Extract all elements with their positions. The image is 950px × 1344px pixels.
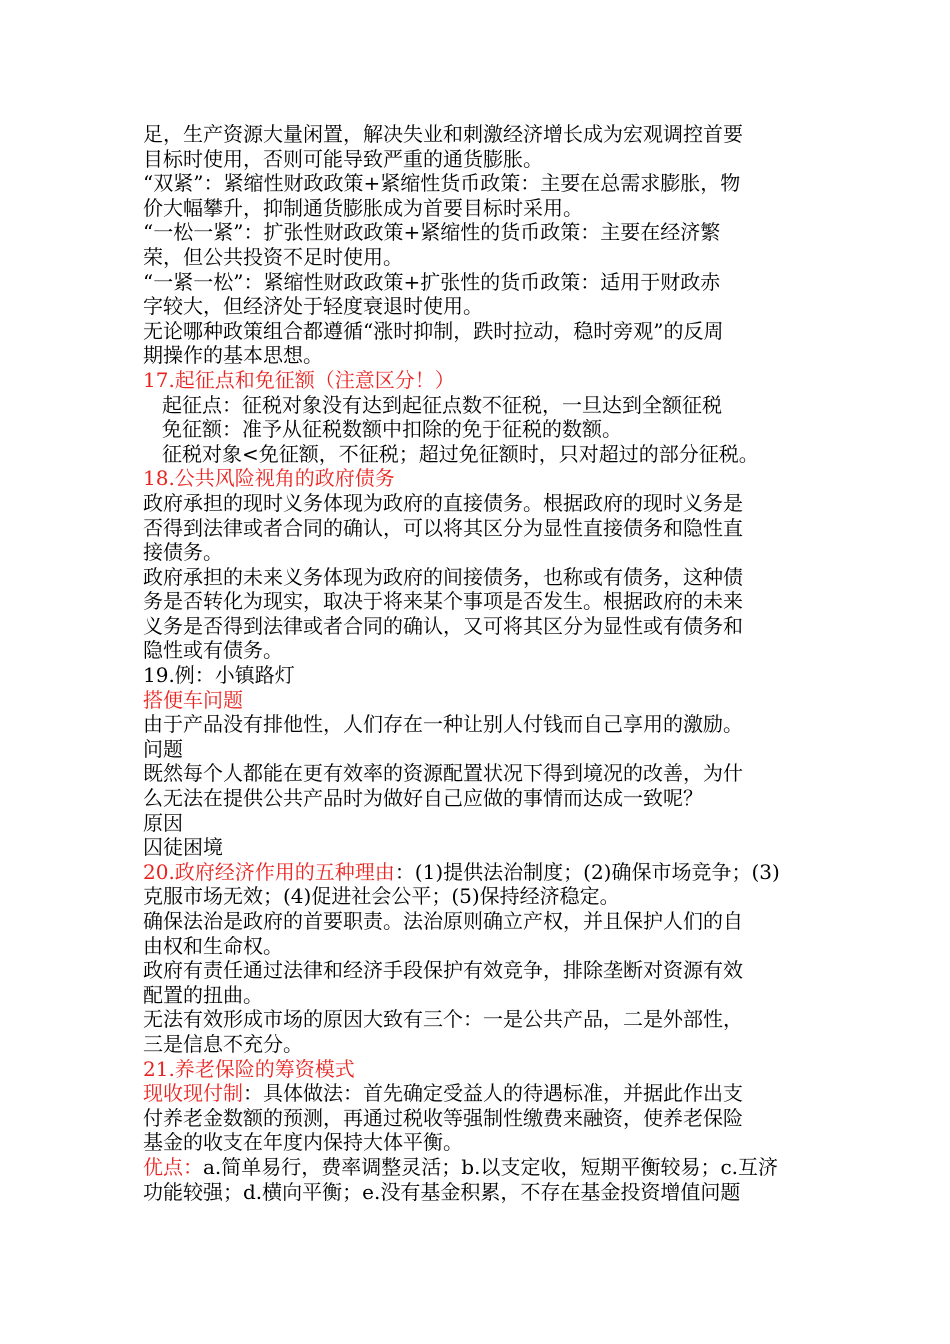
text-line: 确保法治是政府的首要职责。法治原则确立产权，并且保护人们的自 <box>143 909 743 933</box>
text-line: 既然每个人都能在更有效率的资源配置状况下得到境况的改善，为什 <box>143 761 743 786</box>
text-line: 免征额：准予从征税数额中扣除的免于征税的数额。 <box>162 417 622 442</box>
text-line: 问题 <box>143 736 183 761</box>
text-line: 期操作的基本思想。 <box>143 343 323 368</box>
section-heading-18: 18.公共风险视角的政府债务 <box>143 466 395 491</box>
text-line: 荣，但公共投资不足时使用。 <box>143 244 403 269</box>
subheading-paygo: 现收现付制 <box>143 1081 243 1106</box>
subheading-free-rider: 搭便车问题 <box>143 687 243 712</box>
text-line: 隐性或有债务。 <box>143 638 283 663</box>
text-line: 配置的扭曲。 <box>143 982 263 1007</box>
text-line: 由权和生命权。 <box>143 933 283 958</box>
text-line: “一紧一松”：紧缩性财政政策+扩张性的货币政策：适用于财政赤 <box>143 269 721 294</box>
text-line <box>143 860 811 885</box>
text-line: 否得到法律或者合同的确认，可以将其区分为显性直接债务和隐性直 <box>143 515 743 540</box>
text-line: 付养老金数额的预测，再通过税收等强制性缴费来融资，使养老保险 <box>143 1105 743 1130</box>
text-line: 政府有责任通过法律和经济手段保护有效竞争，排除垄断对资源有效 <box>143 958 743 983</box>
text-line: 克服市场无效；(4)促进社会公平；(5)保持经济稳定。 <box>143 884 620 909</box>
text-run: a.简单易行，费率调整灵活；b.以支定收，短期平衡较易；c.互济 <box>203 1154 778 1179</box>
text-line: 义务是否得到法律或者合同的确认，又可将其区分为显性或有债务和 <box>143 613 743 638</box>
text-line: 字较大，但经济处于轻度衰退时使用。 <box>143 294 483 319</box>
section-heading-17: 17.起征点和免征额（注意区分！） <box>143 367 455 392</box>
text-line: 基金的收支在年度内保持大体平衡。 <box>143 1130 463 1155</box>
text-line: 接债务。 <box>143 540 223 565</box>
section-heading-20: 20.政府经济作用的五种理由 <box>143 859 395 884</box>
text-line: “双紧”：紧缩性财政政策+紧缩性货币政策：主要在总需求膨胀，物 <box>143 171 741 196</box>
text-line <box>143 1081 811 1106</box>
subheading-advantages: 优点： <box>143 1154 203 1179</box>
text-line: 原因 <box>143 810 183 835</box>
text-run: ：具体做法：首先确定受益人的待遇标准，并据此作出支 <box>243 1081 743 1106</box>
text-line <box>143 1155 811 1180</box>
text-line: 政府承担的现时义务体现为政府的直接债务。根据政府的现时义务是 <box>143 490 743 515</box>
text-line: 么无法在提供公共产品时为做好自己应做的事情而达成一致呢？ <box>143 786 703 811</box>
text-line: 征税对象<免征额，不征税；超过免征额时，只对超过的部分征税。 <box>162 441 759 466</box>
text-line: 无论哪种政策组合都遵循“涨时抑制，跌时拉动，稳时旁观”的反周 <box>143 318 724 343</box>
text-line: 三是信息不充分。 <box>143 1031 303 1056</box>
document-page <box>143 122 811 1204</box>
text-line: 政府承担的未来义务体现为政府的间接债务，也称或有债务，这种债 <box>143 564 743 589</box>
text-line: 务是否转化为现实，取决于将来某个事项是否发生。根据政府的未来 <box>143 589 743 614</box>
text-line: “一松一紧”：扩张性财政政策+紧缩性的货币政策：主要在经济繁 <box>143 220 721 245</box>
text-line: 无法有效形成市场的原因大致有三个：一是公共产品，二是外部性， <box>143 1007 743 1032</box>
text-line: 起征点：征税对象没有达到起征点数不征税，一旦达到全额征税 <box>162 392 722 417</box>
section-heading-19: 19.例：小镇路灯 <box>143 663 295 688</box>
text-line: 足，生产资源大量闲置，解决失业和刺激经济增长成为宏观调控首要 <box>143 122 743 146</box>
section-heading-21: 21.养老保险的筹资模式 <box>143 1056 355 1081</box>
text-line: 囚徒困境 <box>143 835 223 860</box>
text-run: ：(1)提供法治制度；(2)确保市场竞争；(3) <box>394 859 780 884</box>
text-line: 目标时使用，否则可能导致严重的通货膨胀。 <box>143 146 543 171</box>
text-line: 由于产品没有排他性，人们存在一种让别人付钱而自己享用的激励。 <box>143 712 743 737</box>
text-line: 价大幅攀升，抑制通货膨胀成为首要目标时采用。 <box>143 195 583 220</box>
text-line: 功能较强；d.横向平衡；e.没有基金积累，不存在基金投资增值问题 <box>143 1179 741 1204</box>
